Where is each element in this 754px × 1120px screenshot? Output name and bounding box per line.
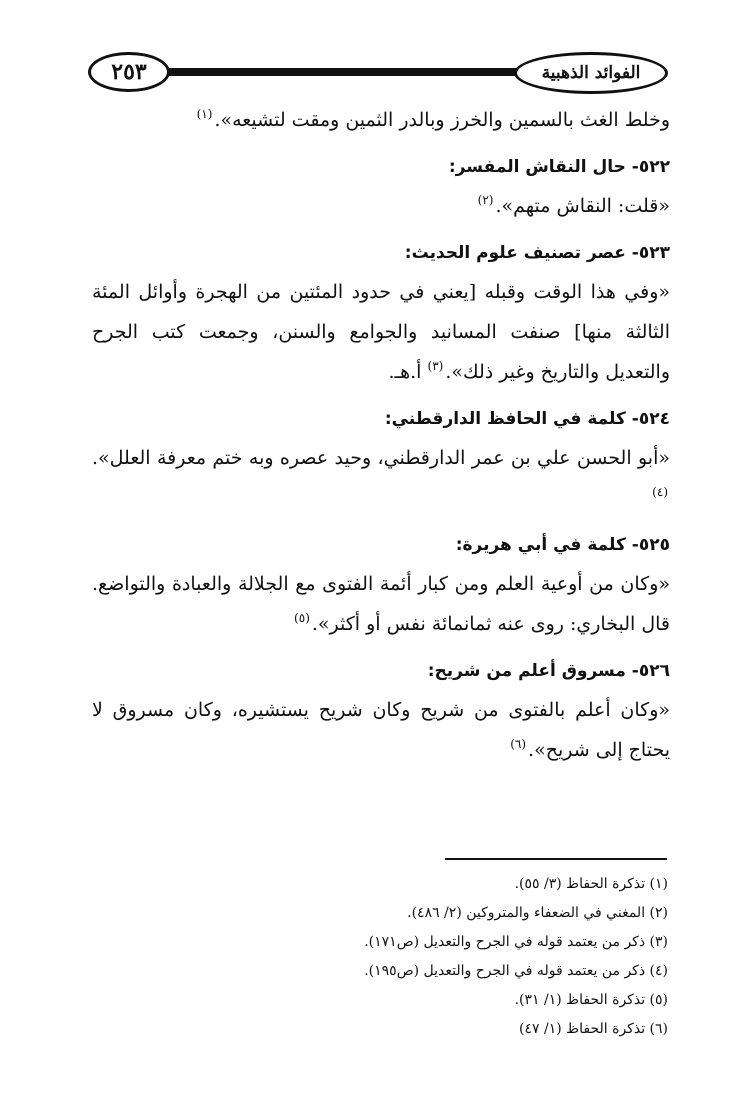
page-body [92,100,670,772]
footnote-marker[interactable]: (٥) [294,611,310,625]
section-paragraph [92,690,670,772]
footnote-marker[interactable]: (٦) [510,737,527,751]
footnote-separator [445,858,667,860]
intro-paragraph [92,100,670,142]
section-heading: ٥٢٣- عصر تصنيف علوم الحديث: [404,243,670,263]
footnote-marker[interactable]: (٣) [427,359,444,373]
paragraph-text: وخلط الغث بالسمين والخرز وبالدر الثمين ومقت لتشيعه». [214,109,670,131]
paragraph-text: «وفي هذا الوقت وقبله [يعني في حدود المئتين من الهجرة وأوائل المئة الثالثة منها] صنفت المسانيد والجوامع والسنن، وجمعت كتب الجرح والتعديل والتاريخ وغير ذلك». [92,281,670,383]
paragraph-tail: أ.هـ. [388,361,428,383]
running-title: الفوائد الذهبية [514,52,668,94]
section-paragraph [92,564,670,646]
page-number: ٢٥٣ [88,52,170,92]
footnote-item: (٦) تذكرة الحفاظ (١/ ٤٧) [519,1021,668,1037]
section-heading: ٥٢٢- حال النقاش المفسر: [448,157,670,177]
paragraph-text: «وكان من أوعية العلم ومن كبار أئمة الفتوى مع الجلالة والعبادة والتواضع. قال البخاري: روى عنه ثمانمائة نفس أو أكثر». [92,573,670,635]
footnotes [200,870,668,1044]
footnote-item: (٤) ذكر من يعتمد قوله في الجرح والتعديل (ص١٩٥). [364,963,668,979]
section-heading: ٥٢٥- كلمة في أبي هريرة: [455,535,670,555]
paragraph-text: «قلت: النقاش متهم». [495,195,670,217]
footnote-marker[interactable]: (٢) [477,193,494,207]
section-paragraph [92,438,670,520]
footnote-marker[interactable]: (٤) [652,485,668,499]
paragraph-text: «وكان أعلم بالفتوى من شريح وكان شريح يستشيره، وكان مسروق لا يحتاج إلى شريح». [92,699,670,761]
footnote-marker[interactable]: (١) [196,107,213,121]
footnote-item: (١) تذكرة الحفاظ (٣/ ٥٥). [514,876,668,892]
section-paragraph [92,186,670,228]
paragraph-text: «أبو الحسن علي بن عمر الدارقطني، وحيد عصره وبه ختم معرفة العلل». [92,447,670,469]
footnote-item: (٥) تذكرة الحفاظ (١/ ٣١). [514,992,668,1008]
section-heading: ٥٢٤- كلمة في الحافظ الدارقطني: [384,409,670,429]
section-heading: ٥٢٦- مسروق أعلم من شريح: [427,661,670,681]
page-header [88,50,668,96]
section-paragraph [92,272,670,394]
footnote-item: (٣) ذكر من يعتمد قوله في الجرح والتعديل (ص١٧١). [364,934,668,950]
footnote-item: (٢) المغني في الضعفاء والمتروكين (٢/ ٤٨٦). [407,905,668,921]
header-rule [148,68,548,76]
